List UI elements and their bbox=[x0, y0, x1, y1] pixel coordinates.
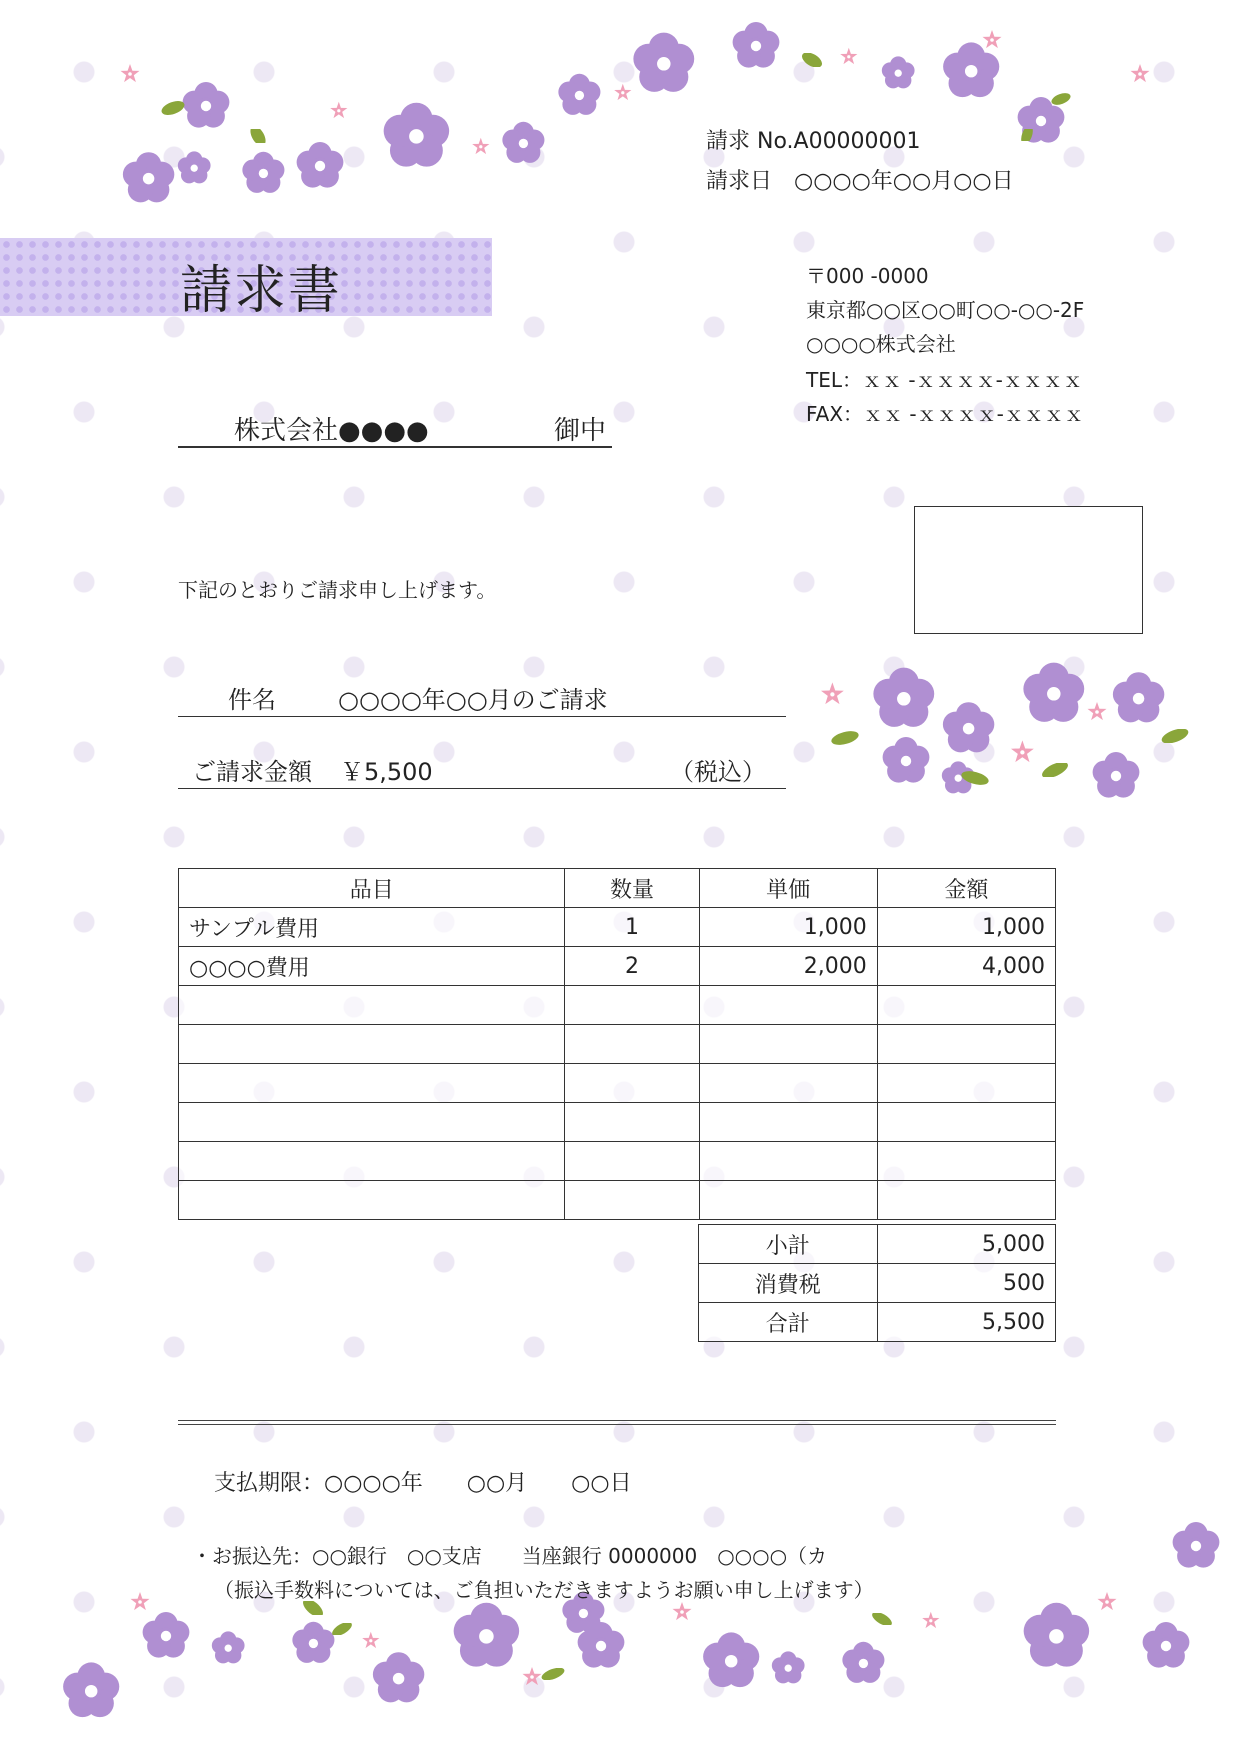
leaf-icon bbox=[1050, 90, 1072, 109]
recipient-underline bbox=[178, 446, 612, 448]
star-flower-icon bbox=[1085, 700, 1109, 728]
cell-unit-price bbox=[699, 1181, 877, 1220]
stamp-box-1 bbox=[914, 506, 1030, 634]
leaf-icon bbox=[1160, 728, 1190, 747]
amount-value: ￥5,500 bbox=[340, 758, 433, 786]
leaf-icon bbox=[960, 770, 990, 789]
amount-label: ご請求金額 bbox=[192, 758, 312, 786]
star-flower-icon bbox=[470, 136, 492, 162]
invoice-number: 請求 No.A00000001 bbox=[706, 129, 921, 154]
tax-value: 500 bbox=[877, 1264, 1056, 1303]
star-flower-icon bbox=[128, 1590, 152, 1618]
cell-item: ○○○○費用 bbox=[179, 947, 565, 986]
cell-qty bbox=[565, 1181, 699, 1220]
star-flower-icon bbox=[328, 100, 350, 126]
cell-unit-price: 1,000 bbox=[699, 908, 877, 947]
cell-item: サンプル費用 bbox=[179, 908, 565, 947]
cell-amount bbox=[877, 986, 1055, 1025]
cell-unit-price bbox=[699, 986, 877, 1025]
cell-qty: 1 bbox=[565, 908, 699, 947]
cell-unit-price bbox=[699, 1025, 877, 1064]
leaf-icon bbox=[160, 100, 186, 119]
flower-icon bbox=[700, 1630, 762, 1692]
subject-label: 件名 bbox=[228, 686, 276, 714]
totals-row-subtotal bbox=[699, 1225, 1056, 1264]
cell-qty bbox=[565, 1142, 699, 1181]
leaf-icon bbox=[1040, 762, 1070, 781]
cell-amount bbox=[877, 1181, 1055, 1220]
subject-value: ○○○○年○○月のご請求 bbox=[338, 686, 608, 714]
flower-icon bbox=[1020, 1600, 1093, 1673]
cell-amount: 1,000 bbox=[877, 908, 1055, 947]
flower-icon bbox=[1020, 660, 1088, 728]
payment-deadline: 支払期限：○○○○年 ○○月 ○○日 bbox=[214, 1471, 632, 1496]
star-flower-icon bbox=[612, 82, 634, 108]
leaf-icon bbox=[1016, 126, 1038, 145]
cell-unit-price: 2,000 bbox=[699, 947, 877, 986]
bank-info: ・お振込先：○○銀行 ○○支店 当座銀行 0000000 ○○○○（カ bbox=[192, 1544, 828, 1568]
flower-icon bbox=[380, 100, 453, 173]
flower-icon bbox=[120, 150, 177, 207]
recipient-honorific: 御中 bbox=[554, 416, 607, 446]
flower-icon bbox=[880, 55, 916, 91]
cell-amount bbox=[877, 1025, 1055, 1064]
cell-qty bbox=[565, 1064, 699, 1103]
total-label: 合計 bbox=[699, 1303, 878, 1342]
cell-unit-price bbox=[699, 1064, 877, 1103]
stamp-box-2 bbox=[1029, 506, 1143, 634]
items-table bbox=[178, 868, 1056, 1220]
totals-row-total bbox=[699, 1303, 1056, 1342]
star-flower-icon bbox=[1128, 62, 1152, 90]
subtotal-value: 5,000 bbox=[877, 1225, 1056, 1264]
cell-item bbox=[179, 1025, 565, 1064]
table-row bbox=[179, 947, 1056, 986]
cell-amount bbox=[877, 1103, 1055, 1142]
cell-qty: 2 bbox=[565, 947, 699, 986]
star-flower-icon bbox=[838, 46, 860, 72]
star-flower-icon bbox=[1095, 1590, 1119, 1618]
sender-fax: FAX：ｘｘ -ｘｘｘｘ-ｘｘｘｘ bbox=[806, 402, 1084, 426]
flower-icon bbox=[450, 1600, 523, 1673]
flower-icon bbox=[210, 1630, 246, 1666]
star-flower-icon bbox=[818, 680, 847, 713]
subtotal-label: 小計 bbox=[699, 1225, 878, 1264]
flower-icon bbox=[630, 30, 698, 98]
flower-icon bbox=[180, 80, 232, 132]
header-amount: 金額 bbox=[877, 869, 1055, 908]
flower-icon bbox=[940, 700, 997, 757]
cell-item bbox=[179, 1064, 565, 1103]
header-unit-price: 単価 bbox=[699, 869, 877, 908]
cell-unit-price bbox=[699, 1103, 877, 1142]
flower-icon bbox=[870, 665, 938, 733]
flower-icon bbox=[500, 120, 547, 167]
cell-amount: 4,000 bbox=[877, 947, 1055, 986]
flower-icon bbox=[1140, 1620, 1192, 1672]
flower-icon bbox=[1090, 750, 1142, 802]
cell-item bbox=[179, 1181, 565, 1220]
leaf-icon bbox=[540, 1665, 566, 1684]
sender-address: 東京都○○区○○町○○-○○-2F bbox=[806, 298, 1085, 322]
flower-icon bbox=[840, 1640, 887, 1687]
table-row bbox=[179, 1181, 1056, 1220]
flower-icon bbox=[370, 1650, 427, 1707]
flower-icon bbox=[1110, 670, 1167, 727]
table-row bbox=[179, 1064, 1056, 1103]
header-item: 品目 bbox=[179, 869, 565, 908]
star-flower-icon bbox=[360, 1630, 382, 1656]
star-flower-icon bbox=[118, 62, 142, 90]
leaf-icon bbox=[800, 52, 824, 71]
page-title: 請求書 bbox=[180, 261, 343, 321]
flower-icon bbox=[294, 140, 346, 192]
tax-label: 消費税 bbox=[699, 1264, 878, 1303]
cell-item bbox=[179, 1103, 565, 1142]
flower-icon bbox=[1170, 1520, 1222, 1572]
leaf-icon bbox=[330, 1620, 354, 1639]
cell-item bbox=[179, 986, 565, 1025]
sender-tel: TEL：ｘｘ -ｘｘｘｘ-ｘｘｘｘ bbox=[806, 368, 1083, 392]
table-row bbox=[179, 1103, 1056, 1142]
flower-icon bbox=[240, 150, 287, 197]
sender-company: ○○○○株式会社 bbox=[806, 332, 956, 356]
footer-divider bbox=[178, 1420, 1056, 1425]
transfer-fee-note: （振込手数料については、ご負担いただきますようお願い申し上げます） bbox=[214, 1578, 874, 1602]
flower-icon bbox=[730, 20, 782, 72]
cell-item bbox=[179, 1142, 565, 1181]
cell-unit-price bbox=[699, 1142, 877, 1181]
leaf-icon bbox=[246, 128, 270, 147]
cell-amount bbox=[877, 1064, 1055, 1103]
sender-postal: 〒000 -0000 bbox=[806, 264, 929, 288]
leaf-icon bbox=[870, 1610, 894, 1629]
star-flower-icon bbox=[980, 28, 1004, 56]
cell-qty bbox=[565, 1103, 699, 1142]
cell-qty bbox=[565, 986, 699, 1025]
invoice-date: 請求日 ○○○○年○○月○○日 bbox=[706, 169, 1014, 194]
table-row bbox=[179, 1142, 1056, 1181]
totals-table bbox=[698, 1224, 1056, 1342]
star-flower-icon bbox=[1008, 738, 1037, 771]
table-row bbox=[179, 1025, 1056, 1064]
flower-icon bbox=[880, 735, 932, 787]
amount-underline bbox=[178, 788, 786, 789]
leaf-icon bbox=[830, 730, 860, 749]
subject-underline bbox=[178, 716, 786, 717]
table-row bbox=[179, 986, 1056, 1025]
intro-text: 下記のとおりご請求申し上げます。 bbox=[178, 578, 497, 602]
cell-amount bbox=[877, 1142, 1055, 1181]
flower-icon bbox=[176, 150, 212, 186]
total-value: 5,500 bbox=[877, 1303, 1056, 1342]
amount-tax-note: （税込） bbox=[670, 758, 766, 786]
flower-icon bbox=[556, 72, 603, 119]
flower-icon bbox=[60, 1660, 122, 1722]
table-header-row bbox=[179, 869, 1056, 908]
table-row bbox=[179, 908, 1056, 947]
cell-qty bbox=[565, 1025, 699, 1064]
star-flower-icon bbox=[670, 1600, 694, 1628]
recipient-company: 株式会社●●●● bbox=[234, 416, 429, 446]
header-qty: 数量 bbox=[565, 869, 699, 908]
star-flower-icon bbox=[920, 1610, 942, 1636]
totals-row-tax bbox=[699, 1264, 1056, 1303]
flower-icon bbox=[770, 1650, 806, 1686]
